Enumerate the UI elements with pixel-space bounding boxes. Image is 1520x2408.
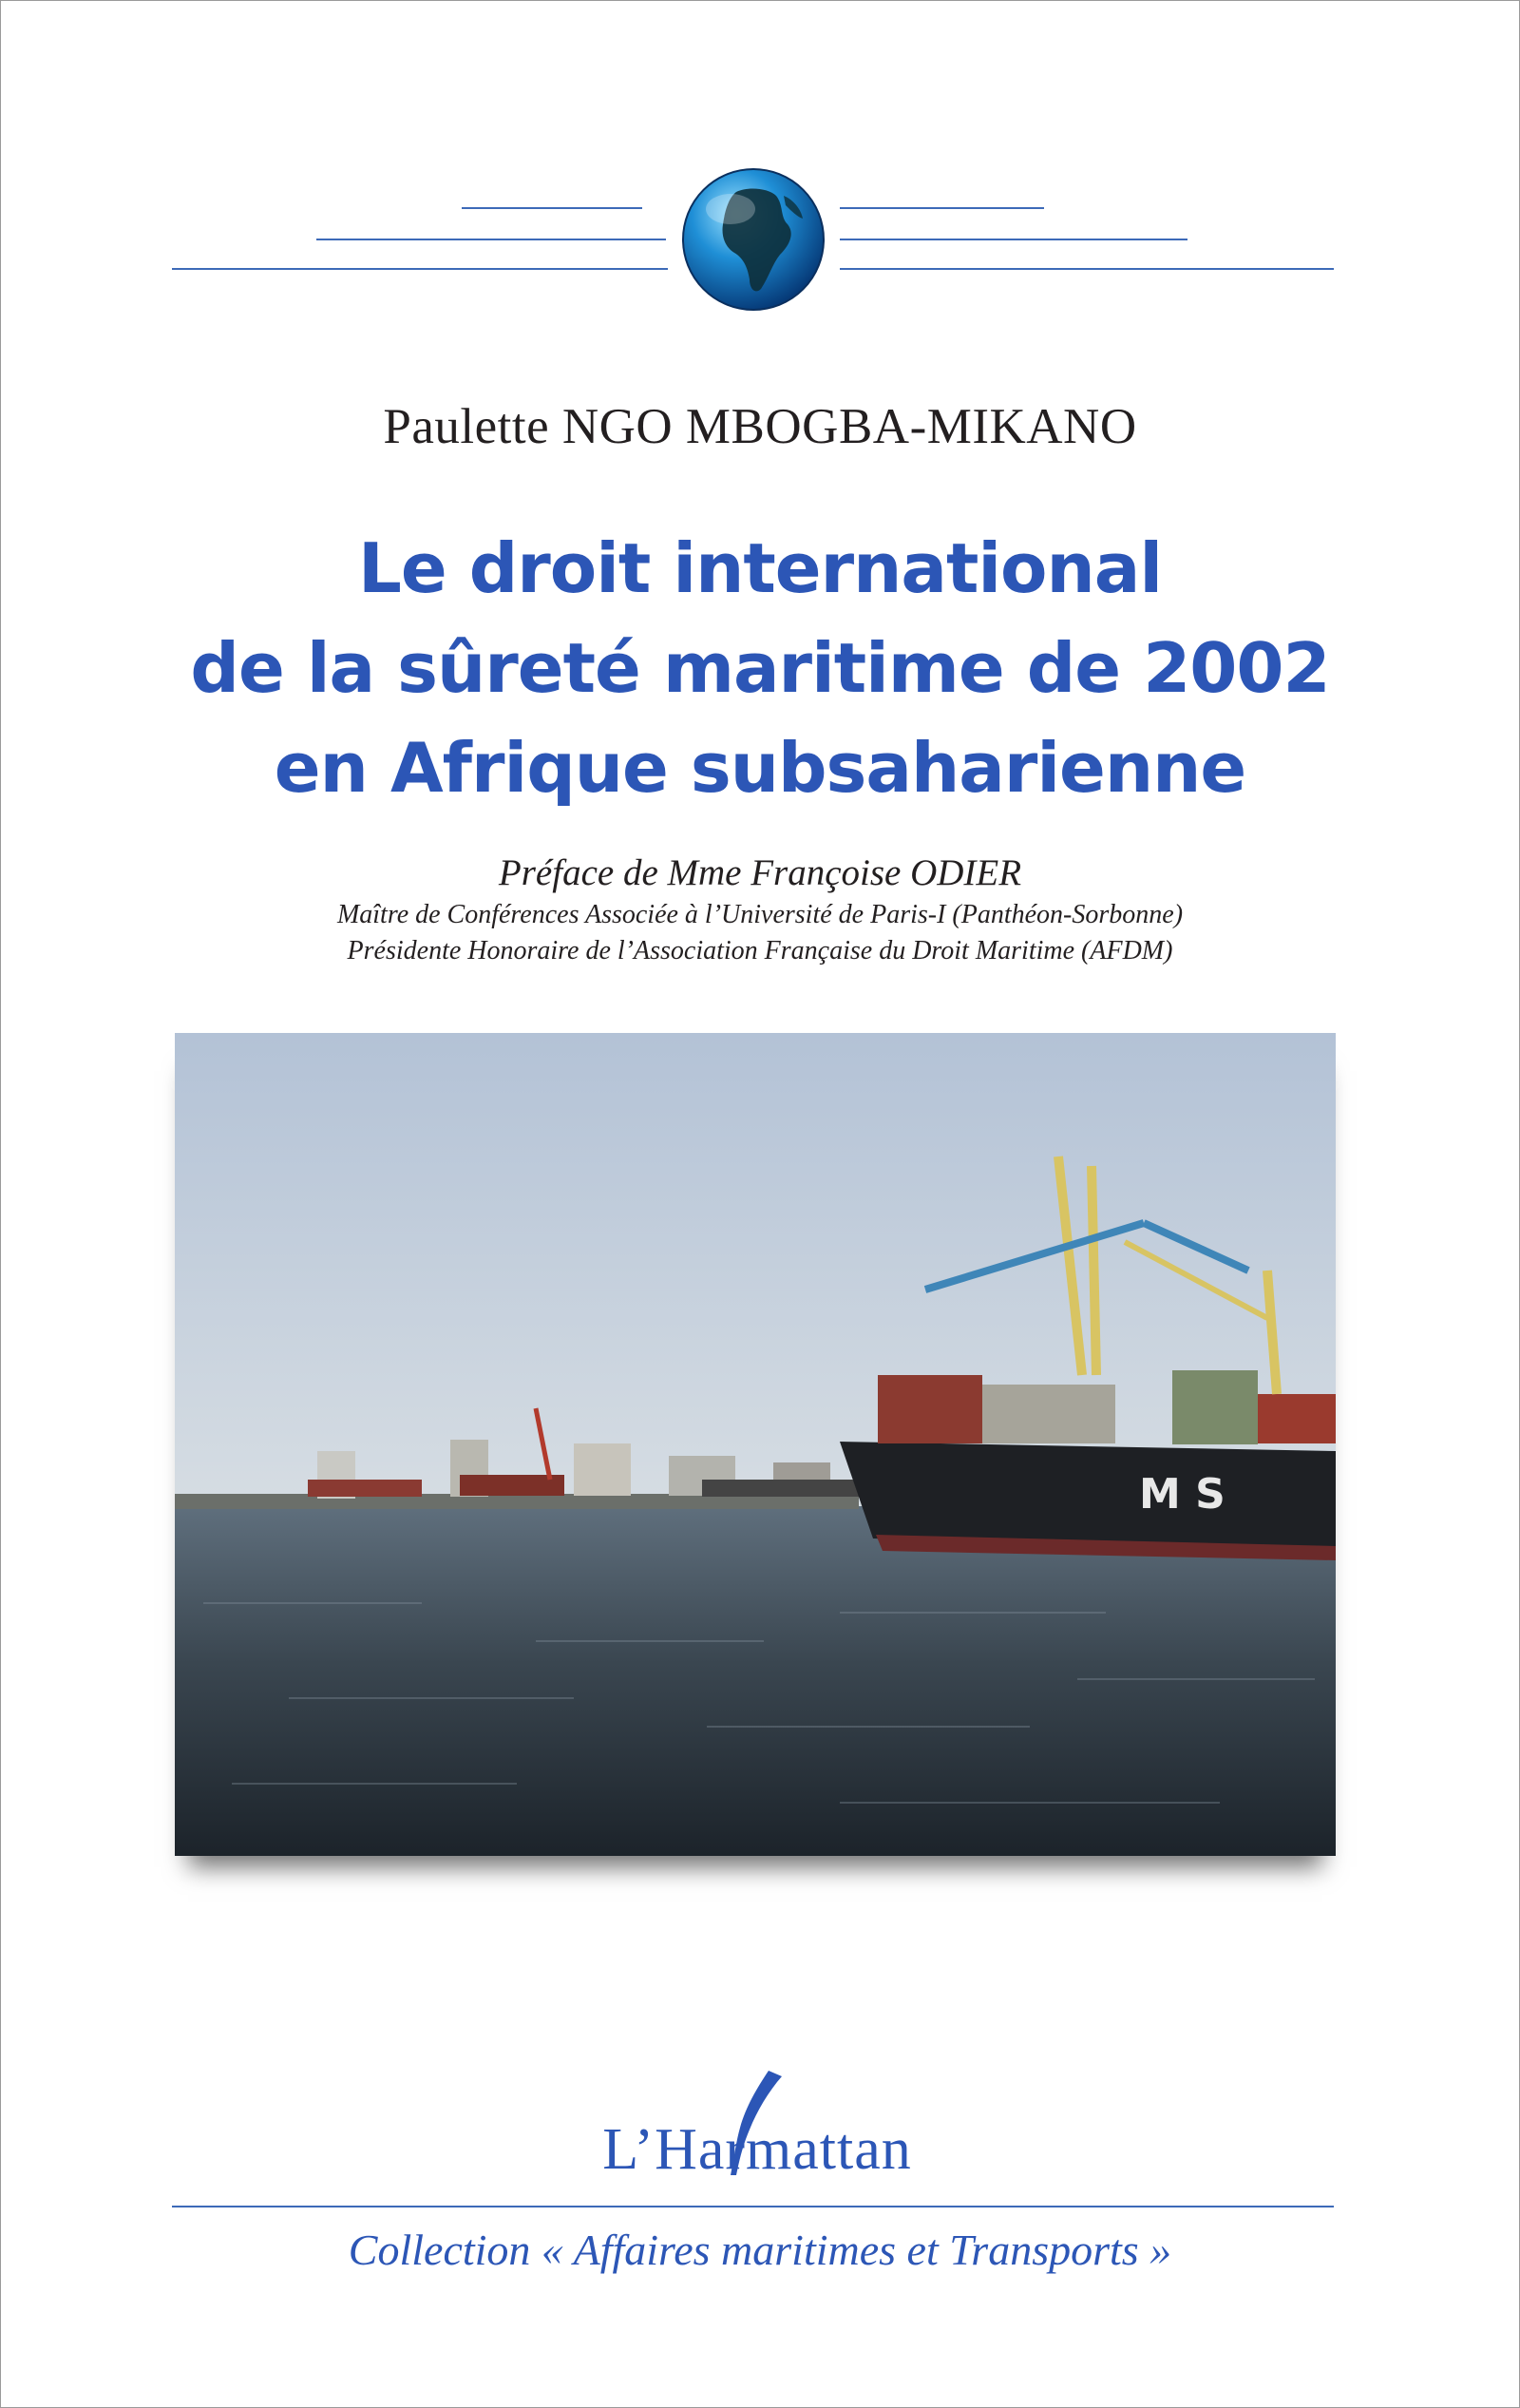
rule-collection bbox=[172, 2206, 1334, 2207]
port-photo bbox=[175, 1033, 1336, 1856]
preface-author: Préface de Mme Françoise ODIER bbox=[498, 852, 1022, 893]
rule-bottom-left bbox=[172, 268, 668, 270]
author-name: Paulette NGO MBOGBA-MIKANO bbox=[383, 399, 1137, 454]
rule-mid-left bbox=[316, 239, 666, 240]
title-line-2: de la sûreté maritime de 2002 bbox=[190, 628, 1330, 708]
cover-photo bbox=[175, 1033, 1336, 1856]
collection-name: Collection « Affaires maritimes et Transports » bbox=[348, 2226, 1172, 2274]
preface-role-2: Présidente Honoraire de l’Association Française du Droit Maritime (AFDM) bbox=[347, 936, 1173, 965]
publisher-logo bbox=[596, 2069, 919, 2183]
preface-role-1: Maître de Conférences Associée à l’Université de Paris-I (Panthéon-Sorbonne) bbox=[336, 900, 1184, 929]
preface-block bbox=[1, 850, 1519, 969]
title-line-1: Le droit international bbox=[357, 528, 1163, 608]
rule-top-right bbox=[840, 207, 1044, 209]
publisher-name: L’Harmattan bbox=[602, 2117, 912, 2182]
rule-top-left bbox=[462, 207, 642, 209]
rule-bottom-right bbox=[840, 268, 1334, 270]
title-line-3: en Afrique subsaharienne bbox=[274, 728, 1246, 808]
book-title bbox=[1, 519, 1519, 818]
rule-mid-right bbox=[840, 239, 1188, 240]
globe-icon bbox=[681, 167, 826, 312]
ship-lettering: M S bbox=[1139, 1470, 1226, 1519]
